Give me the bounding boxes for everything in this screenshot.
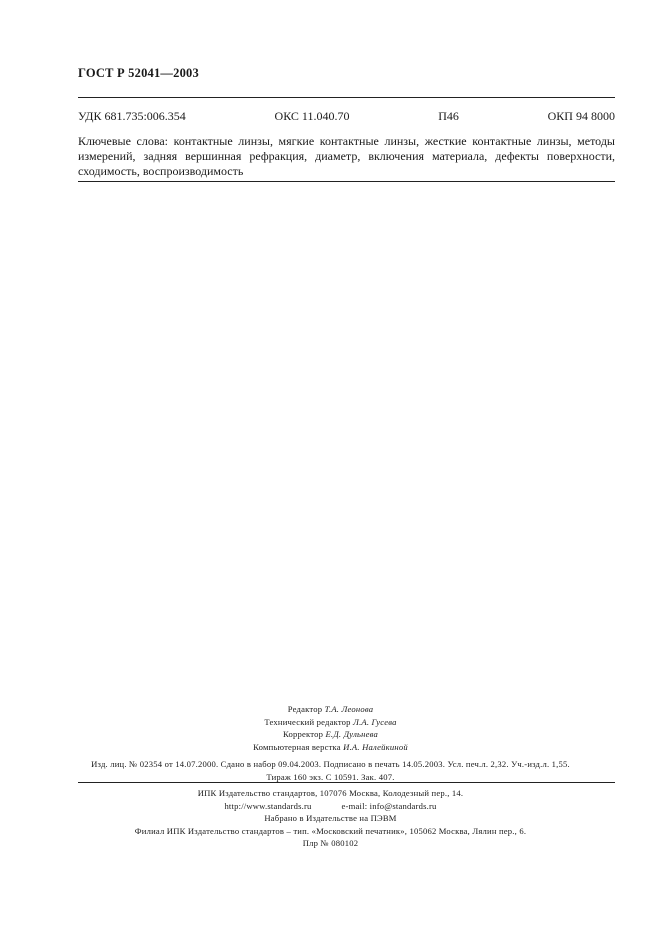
oks-code: ОКС 11.040.70: [274, 109, 350, 123]
editor-line: [0, 703, 661, 716]
layout-line: [0, 741, 661, 754]
group-code: П46: [438, 109, 459, 123]
licence-number-line: Плр № 080102: [302, 838, 359, 848]
okp-code: ОКП 94 8000: [547, 109, 615, 123]
publisher-block: [0, 787, 661, 850]
tech-editor-name: Л.А. Гусева: [353, 716, 397, 727]
credits-block: [0, 703, 661, 753]
tech-editor-line: [0, 716, 661, 729]
keywords-divider: [78, 181, 615, 182]
corrector-role: Корректор: [283, 729, 324, 739]
licence-line: Изд. лиц. № 02354 от 14.07.2000. Сдано в набор 09.04.2003. Подписано в печать 14.05.2003. Усл. печ.л. 2,32. Уч.-изд.л. 1,55.: [91, 759, 570, 769]
layout-role: Компьютерная верстка: [253, 741, 341, 752]
contacts-line: [0, 800, 661, 813]
licence-block: [0, 758, 661, 783]
udk-code: УДК 681.735:006.354: [78, 109, 186, 123]
classification-row: [78, 109, 615, 124]
printer-line: Филиал ИПК Издательство стандартов – тип. «Московский печатник», 105062 Москва, Лялин пер., 6.: [134, 825, 527, 836]
layout-name: И.А. Налейкиной: [343, 741, 408, 752]
top-divider: [78, 97, 615, 98]
publisher-address: ИПК Издательство стандартов, 107076 Москва, Колодезный пер., 14.: [197, 788, 464, 798]
tech-editor-role: Технический редактор: [264, 716, 351, 727]
editor-role: Редактор: [287, 704, 323, 714]
print-run-line: Тираж 160 экз. С 10591. Зак. 407.: [266, 771, 395, 782]
website-link[interactable]: http://www.standards.ru: [224, 800, 312, 811]
imprint-divider: [78, 782, 615, 783]
typeset-line: Набрано в Издательстве на ПЭВМ: [264, 813, 397, 823]
email-link[interactable]: e-mail: info@standards.ru: [341, 800, 437, 811]
keywords-paragraph: Ключевые слова: контактные линзы, мягкие контактные линзы, жесткие контактные линзы, методы измерений, задняя вершинная рефракция, диаметр, включения материала, дефекты поверхности, сходимость, воспроизводимость: [78, 134, 615, 178]
editor-name: Т.А. Леонова: [324, 704, 374, 714]
document-code: ГОСТ Р 52041—2003: [78, 66, 199, 80]
corrector-line: [0, 728, 661, 741]
corrector-name: Е.Д. Дульнева: [325, 729, 378, 739]
